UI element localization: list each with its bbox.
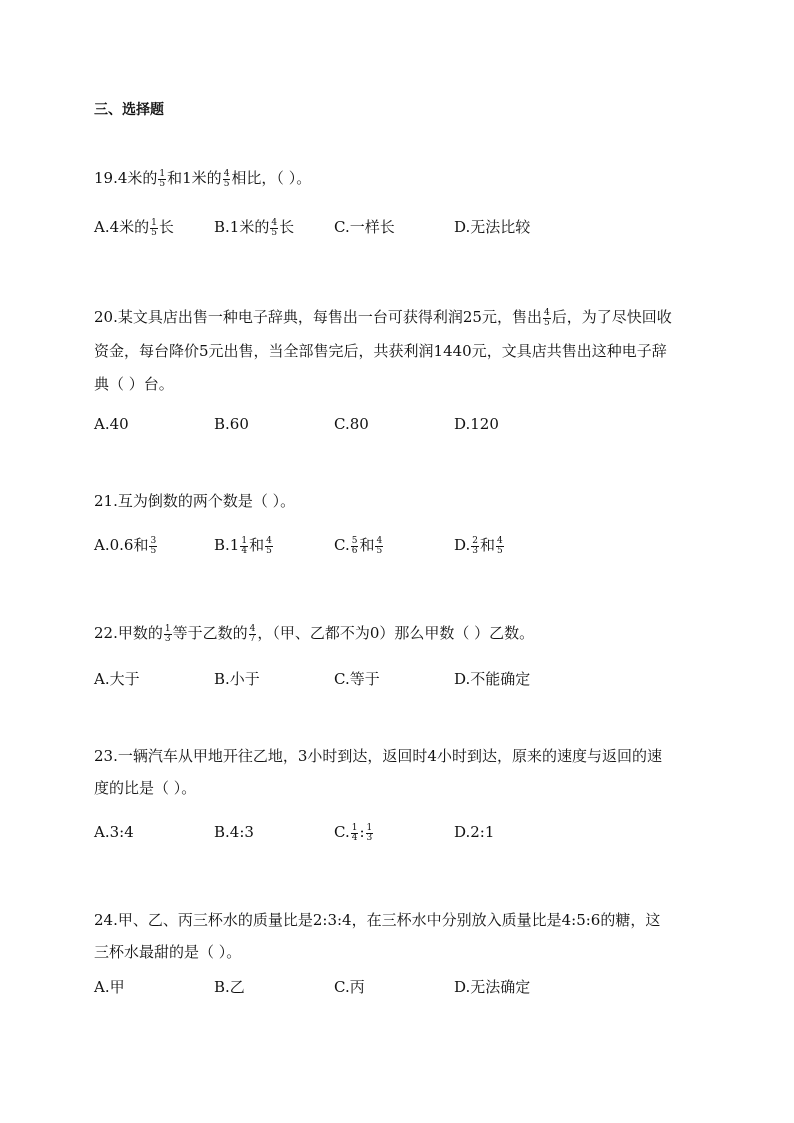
question-19 (94, 168, 311, 189)
numerator: 1 (151, 217, 157, 228)
question-20-line-2: 资金，每台降价5元出售，当全部售完后，共获利润1440元，文具店共售出这种电子辞 (94, 342, 667, 360)
q20-option-d[interactable]: D.120 (454, 415, 499, 433)
q24-option-d[interactable]: D.无法确定 (454, 978, 531, 996)
denominator: 4 (351, 832, 358, 843)
numerator: 4 (497, 535, 503, 546)
q20-option-b[interactable]: B.60 (214, 415, 249, 433)
question-24-line-2: 三杯水最甜的是（ ）。 (94, 943, 242, 961)
numerator: 4 (543, 307, 550, 318)
q19-text-2: 和1米的 (167, 169, 222, 187)
option-text: B.1 (214, 536, 240, 554)
numerator: 1 (366, 822, 373, 833)
q19-option-b[interactable] (214, 217, 294, 238)
question-24-line-1: 24.甲、乙、丙三杯水的质量比是2:3:4，在三杯水中分别放入质量比是4:5:6的糖，这 (94, 911, 661, 929)
question-23-line-1: 23.一辆汽车从甲地开往乙地，3小时到达，返回时4小时到达，原来的速度与返回的速 (94, 747, 662, 765)
numerator: 4 (223, 168, 230, 179)
denominator: 5 (266, 545, 272, 556)
option-fraction (375, 537, 383, 556)
q22-option-b[interactable]: B.小于 (214, 670, 260, 688)
option-fraction (496, 537, 504, 556)
option-text: C. (334, 536, 350, 554)
option-text: A.4米的 (94, 218, 150, 236)
q22-fraction-2 (249, 625, 257, 644)
question-20-line-1 (94, 307, 672, 328)
q23-option-a[interactable]: A.3:4 (94, 823, 134, 841)
q21-option-d[interactable] (454, 535, 505, 556)
numerator: 4 (249, 623, 256, 634)
question-20-line-3: 典（ ）台。 (94, 375, 174, 393)
option-fraction (240, 537, 248, 556)
q24-option-c[interactable]: C.丙 (334, 978, 365, 996)
denominator: 5 (497, 545, 503, 556)
q21-options (94, 535, 714, 559)
q22-option-c[interactable]: C.等于 (334, 670, 380, 688)
q19-option-d[interactable]: D.无法比较 (454, 218, 531, 236)
option-fraction (149, 537, 157, 556)
q20-options (94, 414, 714, 438)
option-text: A.0.6和 (94, 536, 149, 554)
option-text: : (359, 823, 365, 841)
question-21: 21.互为倒数的两个数是（ ）。 (94, 492, 296, 510)
denominator: 4 (241, 545, 248, 556)
denominator: 5 (150, 545, 157, 556)
q21-option-a[interactable] (94, 535, 158, 556)
question-22 (94, 623, 534, 644)
denominator: 5 (223, 178, 230, 189)
q22-text-1: 22.甲数的 (94, 624, 163, 642)
numerator: 1 (241, 535, 248, 546)
numerator: 1 (159, 168, 166, 179)
option-fraction (351, 824, 359, 843)
q23-options (94, 822, 714, 846)
option-fraction (351, 537, 359, 556)
option-text: 和 (249, 536, 265, 554)
q20-text-1: 20.某文具店出售一种电子辞典，每售出一台可获得利润25元，售出 (94, 308, 542, 326)
q23-option-c[interactable] (334, 822, 374, 843)
numerator: 2 (472, 535, 478, 546)
option-text: B.1米的 (214, 218, 270, 236)
q22-text-2: 等于乙数的 (172, 624, 248, 642)
q20-option-c[interactable]: C.80 (334, 415, 369, 433)
numerator: 1 (351, 822, 358, 833)
q23-option-d[interactable]: D.2:1 (454, 823, 495, 841)
option-text: 长 (279, 218, 295, 236)
numerator: 4 (376, 535, 383, 546)
numerator: 5 (351, 535, 358, 546)
option-text: C. (334, 823, 350, 841)
denominator: 3 (164, 633, 171, 644)
denominator: 3 (366, 832, 373, 843)
q24-option-b[interactable]: B.乙 (214, 978, 245, 996)
denominator: 6 (351, 545, 358, 556)
q24-options (94, 977, 714, 1001)
q20-text-2: 后，为了尽快回收 (551, 308, 672, 326)
q22-text-3: ，（甲、乙都不为0）那么甲数（ ）乙数。 (257, 624, 535, 642)
numerator: 3 (150, 535, 157, 546)
q23-option-b[interactable]: B.4:3 (214, 823, 254, 841)
q22-fraction-1 (164, 625, 172, 644)
q19-options (94, 217, 714, 241)
option-fraction (471, 537, 479, 556)
q19-fraction-1 (158, 170, 166, 189)
question-23-line-2: 度的比是（ ）。 (94, 779, 197, 797)
q22-option-a[interactable]: A.大于 (94, 670, 140, 688)
option-text: D. (454, 536, 471, 554)
q19-option-c[interactable]: C.一样长 (334, 218, 395, 236)
q20-option-a[interactable]: A.40 (94, 415, 129, 433)
q19-text-3: 相比，（ ）。 (231, 169, 312, 187)
option-fraction (366, 824, 374, 843)
option-fraction (150, 219, 158, 238)
option-text: 和 (359, 536, 375, 554)
q21-option-b[interactable] (214, 535, 274, 556)
q22-option-d[interactable]: D.不能确定 (454, 670, 531, 688)
denominator: 5 (376, 545, 383, 556)
q20-fraction (543, 309, 551, 328)
denominator: 7 (249, 633, 256, 644)
option-fraction (265, 537, 273, 556)
q19-number: 19. (94, 169, 118, 187)
section-title: 三、选择题 (94, 102, 164, 118)
option-text: 和 (480, 536, 496, 554)
denominator: 5 (159, 178, 166, 189)
numerator: 1 (164, 623, 171, 634)
numerator: 4 (266, 535, 272, 546)
numerator: 4 (271, 217, 278, 228)
option-text: 长 (158, 218, 174, 236)
option-fraction (270, 219, 278, 238)
denominator: 5 (543, 317, 550, 328)
q19-fraction-2 (223, 170, 231, 189)
q19-text-1: 4米的 (117, 169, 158, 187)
q21-option-c[interactable] (334, 535, 384, 556)
denominator: 5 (271, 227, 278, 238)
denominator: 5 (151, 227, 157, 238)
q24-option-a[interactable]: A.甲 (94, 978, 125, 996)
q19-option-a[interactable] (94, 217, 174, 238)
denominator: 3 (472, 545, 478, 556)
q22-options (94, 669, 714, 693)
